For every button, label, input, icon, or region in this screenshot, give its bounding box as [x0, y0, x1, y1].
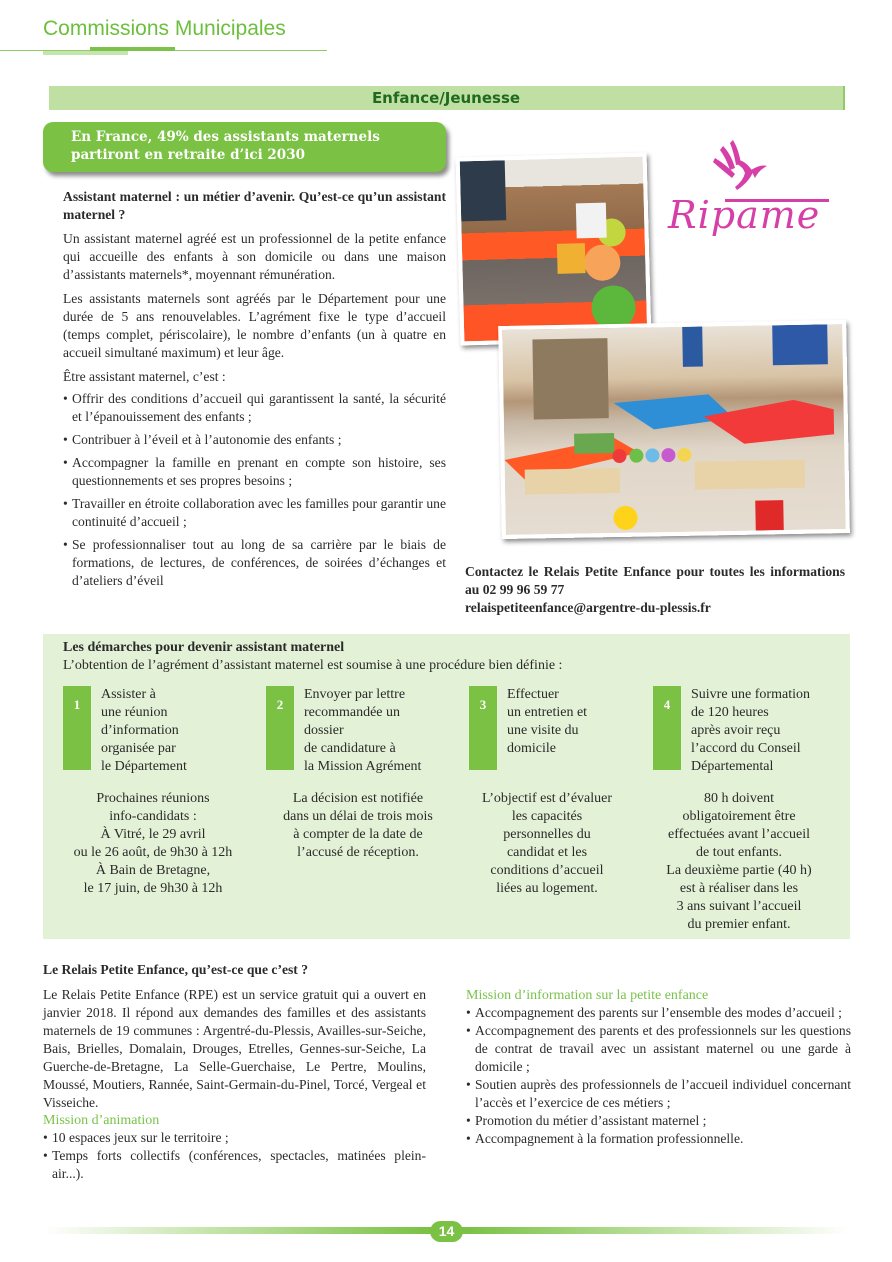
bullet-icon: • — [63, 391, 68, 406]
rpe-column-right — [466, 987, 851, 1148]
list-item: • Promotion du métier d’assistant maternel ; — [466, 1113, 707, 1128]
list-item: • Accompagnement des parents sur l’ensemble des modes d’accueil ; — [466, 1005, 842, 1020]
animation-title: Mission d’animation — [43, 1113, 160, 1128]
step-note: Prochaines réunions info-candidats : À Vitré, le 29 avril ou le 26 août, de 9h30 à 12h À Bain de Bretagne, le 17 juin, de 9h30 à 12h — [73, 791, 233, 896]
photo-illustration — [460, 157, 648, 342]
bullet-icon: • — [466, 1113, 471, 1128]
rpe-column-left — [43, 961, 426, 1183]
step-note: La décision est notifiée dans un délai de trois mois à compter de la date de l’accusé de réception. — [283, 791, 433, 860]
bullet-icon: • — [466, 1005, 471, 1020]
step-label: Assister à une réunion d’information organisée par le Département — [101, 687, 187, 774]
step-number: 4 — [653, 686, 681, 770]
intro-heading: Assistant maternel : un métier d’avenir. Qu’est-ce qu’un assistant maternel ? — [63, 189, 446, 222]
list-item: • Soutien auprès des professionnels de l’accueil individuel concernant l’accès et l’exercice de ces métiers ; — [466, 1077, 851, 1110]
photo-illustration — [502, 324, 846, 535]
contact-email[interactable]: relaispetiteenfance@argentre-du-plessis.fr — [465, 600, 711, 615]
bullet-icon: • — [466, 1077, 471, 1092]
step-number: 1 — [63, 686, 91, 770]
step-number: 3 — [469, 686, 497, 770]
list-item: • Accompagner la famille en prenant en compte son histoire, ses questionnements et ses propres besoins ; — [63, 455, 446, 488]
photo-play-area — [456, 153, 652, 346]
step-note: 80 h doivent obligatoirement être effectuées avant l’accueil de tout enfants. La deuxième partie (40 h) est à réaliser dans les 3 ans suivant l’accueil du premier enfant. — [666, 791, 812, 932]
intro-paragraph-1: Un assistant maternel agréé est un professionnel de la petite enfance qui accueille des enfants à son domicile ou dans une maison d’assistants maternels*, moyennant rémunération. — [63, 231, 446, 282]
steps-box — [43, 634, 850, 939]
bullet-icon: • — [63, 537, 68, 552]
contact-text: Contactez le Relais Petite Enfance pour toutes les informations au 02 99 96 59 77 — [465, 564, 845, 597]
photo-activity-room — [498, 320, 850, 539]
ripame-logo-text: Ripame — [668, 193, 821, 237]
section-title: Enfance/Jeunesse — [371, 89, 521, 107]
list-item: • Temps forts collectifs (conférences, spectacles, matinées plein-air...). — [43, 1148, 426, 1181]
bullet-icon: • — [466, 1023, 471, 1038]
info-title: Mission d’information sur la petite enfance — [466, 988, 709, 1003]
rpe-heading: Le Relais Petite Enfance, qu’est-ce que c’est ? — [43, 962, 309, 977]
intro-paragraph-2: Les assistants maternels sont agréés par le Département pour une durée de 5 ans renouvelables. L’agrément fixe le type d’accueil (temps complet, périscolaire), le nombre d’enfants (un à quatre en accueil simultané maximum) et leur âge. — [63, 291, 446, 360]
callout-box — [43, 122, 446, 172]
list-item: • Accompagnement des parents et des professionnels sur les questions de contrat de travail avec un assistant maternel ou une garde à domicile ; — [466, 1023, 851, 1074]
list-item: • Se professionnaliser tout au long de sa carrière par le biais de formations, de lectures, de conférences, de soirées d’échanges et d’ateliers d’éveil — [63, 537, 446, 588]
steps-subtitle: L’obtention de l’agrément d’assistant maternel est soumise à une procédure bien définie : — [63, 658, 563, 673]
list-item: • Offrir des conditions d’accueil qui garantissent la santé, la sécurité et l’épanouissement des enfants ; — [63, 391, 446, 424]
list-item: • Travailler en étroite collaboration avec les familles pour garantir une continuité d’accueil ; — [63, 496, 446, 529]
intro-column — [63, 188, 446, 595]
section-band — [49, 86, 845, 110]
step-label: Envoyer par lettre recommandée un dossier de candidature à la Mission Agrément — [304, 687, 422, 774]
bullet-icon: • — [63, 455, 68, 470]
step-label: Suivre une formation de 120 heures après avoir reçu l’accord du Conseil Départemental — [691, 687, 810, 774]
header-accent-bar-light — [43, 51, 128, 55]
list-item: • 10 espaces jeux sur le territoire ; — [43, 1130, 229, 1145]
bullet-icon: • — [43, 1148, 48, 1163]
list-item: • Contribuer à l’éveil et à l’autonomie des enfants ; — [63, 432, 342, 447]
bullet-icon: • — [43, 1130, 48, 1145]
contact-block — [465, 563, 845, 617]
page-number: 14 — [430, 1221, 463, 1242]
step-note: L’objectif est d’évaluer les capacités personnelles du candidat et les conditions d’accueil liées au logement. — [481, 791, 613, 896]
step-number: 2 — [266, 686, 294, 770]
rpe-paragraph: Le Relais Petite Enfance (RPE) est un service gratuit qui a ouvert en janvier 2018. Il répond aux demandes des familles et des assistants maternels de 19 communes : Argentré-du-Plessis, Availles-sur-Seiche, Bais, Brielles, Domalain, Drouges, Etrelles, Gennes-sur-Seiche, La Guerche-de-Bretagne, La Selle-Guerchaise, Le Pertre, Moulins, Moussé, Moutiers, Rannée, Saint-Germain-du-Pinel, Torcé, Vergeal et Visseiche. — [43, 987, 426, 1110]
bullet-icon: • — [63, 432, 68, 447]
bullet-icon: • — [466, 1131, 471, 1146]
bullet-icon: • — [63, 496, 68, 511]
step-label: Effectuer un entretien et une visite du domicile — [507, 687, 588, 756]
list-item: • Accompagnement à la formation professionnelle. — [466, 1131, 744, 1146]
callout-text: En France, 49% des assistants maternels partiront en retraite d’ici 2030 — [71, 129, 380, 163]
intro-paragraph-3: Être assistant maternel, c’est : — [63, 369, 226, 384]
header-title: Commissions Municipales — [43, 17, 286, 40]
steps-title: Les démarches pour devenir assistant maternel — [63, 640, 345, 655]
